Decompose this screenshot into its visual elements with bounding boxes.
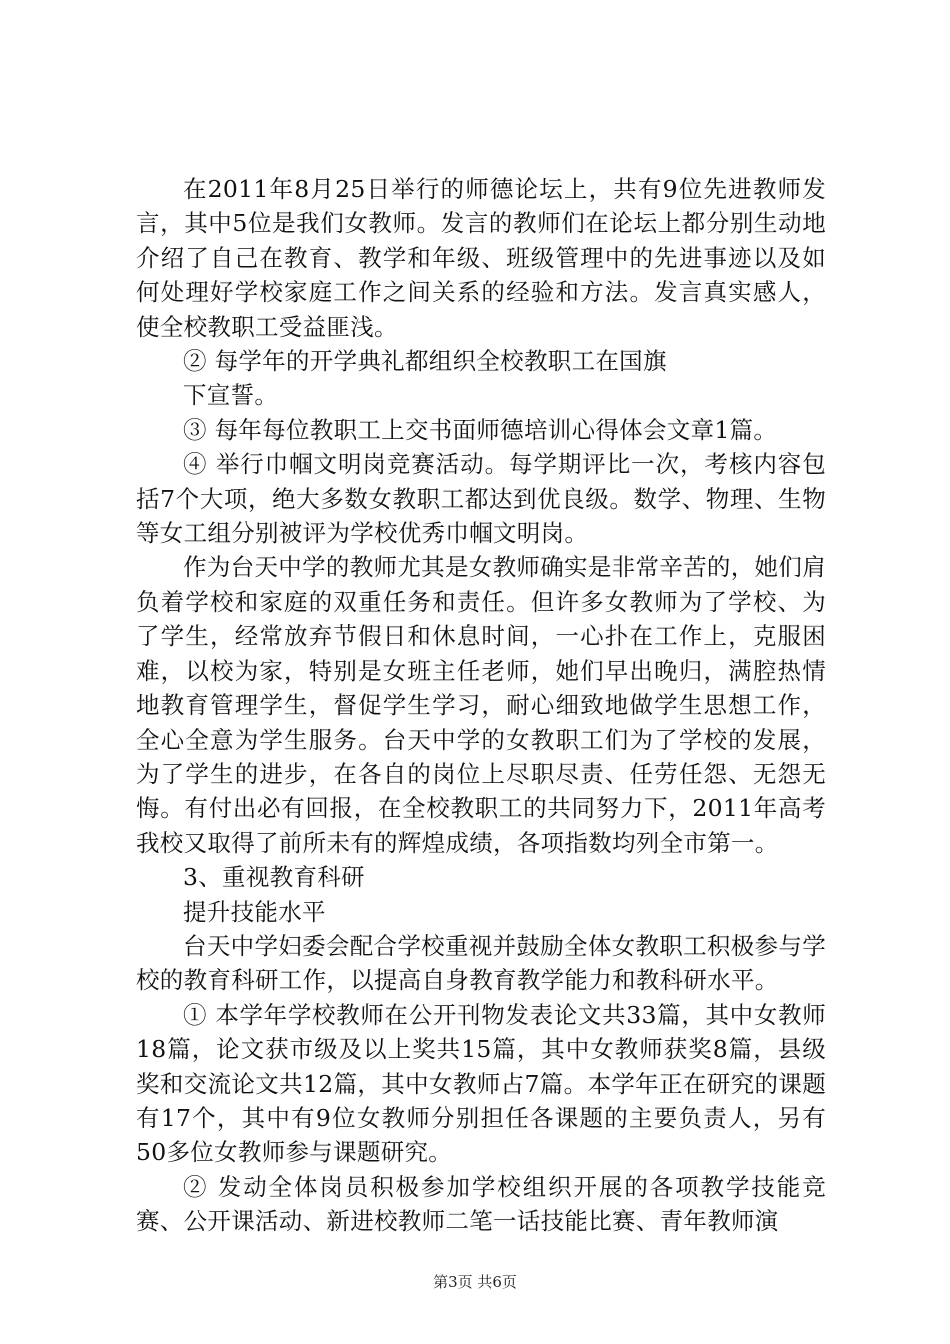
paragraph-papers-item: ① 本学年学校教师在公开刊物发表论文共33篇，其中女教师18篇，论文获市级及以上奖共15篇，其中女教师获奖8篇，县级奖和交流论文共12篇，其中女教师占7篇。本学年正在研究的课题有17个，其中有9位女教师分别担任各课题的主要负责人，另有50多位女教师参与课题研究。 (136, 1000, 826, 1167)
section-subheading-skills: 提升技能水平 (183, 897, 326, 926)
paragraph-oath-item: ② 每学年的开学典礼都组织全校教职工在国旗 (183, 347, 667, 376)
paragraph-female-teachers: 作为台天中学的教师尤其是女教师确实是非常辛苦的，她们肩负着学校和家庭的双重任务和责任。但许多女教师为了学校、为了学生，经常放弃节假日和休息时间，一心扑在工作上，克服困难，以校为家，特别是女班主任老师，她们早出晚归，满腔热情地教育管理学生，督促学生学习，耐心细致地做学生思想工作，全心全意为学生服务。台天中学的女教职工们为了学校的发展，为了学生的进步，在各自的岗位上尽职尽责、任劳任怨、无怨无悔。有付出必有回报，在全校教职工的共同努力下，2011年高考我校又取得了前所未有的辉煌成绩，各项指数均列全市第一。 (136, 553, 826, 857)
page-footer: 第3页 共6页 (433, 1273, 517, 1291)
document-body (136, 172, 826, 1239)
paragraph-essay-item: ③ 每年每位教职工上交书面师德培训心得体会文章1篇。 (183, 415, 778, 444)
paragraph-forum-speeches: 在2011年8月25日举行的师德论坛上，共有9位先进教师发言，其中5位是我们女教师。发言的教师们在论坛上都分别生动地介绍了自己在教育、教学和年级、班级管理中的先进事迹以及如何处理好学校家庭工作之间关系的经验和方法。发言真实感人，使全校教职工受益匪浅。 (136, 175, 826, 341)
paragraph-skills-item: ② 发动全体岗员积极参加学校组织开展的各项教学技能竞赛、公开课活动、新进校教师二笔一话技能比赛、青年教师演 (136, 1172, 826, 1236)
paragraph-competition-item: ④ 举行巾帼文明岗竞赛活动。每学期评比一次，考核内容包括7个大项，绝大多数女教职工都达到优良级。数学、物理、生物等女工组分别被评为学校优秀巾帼文明岗。 (136, 450, 826, 548)
paragraph-oath-continued: 下宣誓。 (183, 381, 279, 410)
paragraph-research-intro: 台天中学妇委会配合学校重视并鼓励全体女教职工积极参与学校的教育科研工作，以提高自身教育教学能力和教科研水平。 (136, 931, 826, 995)
section-heading-research: 3、重视教育科研 (183, 863, 365, 892)
